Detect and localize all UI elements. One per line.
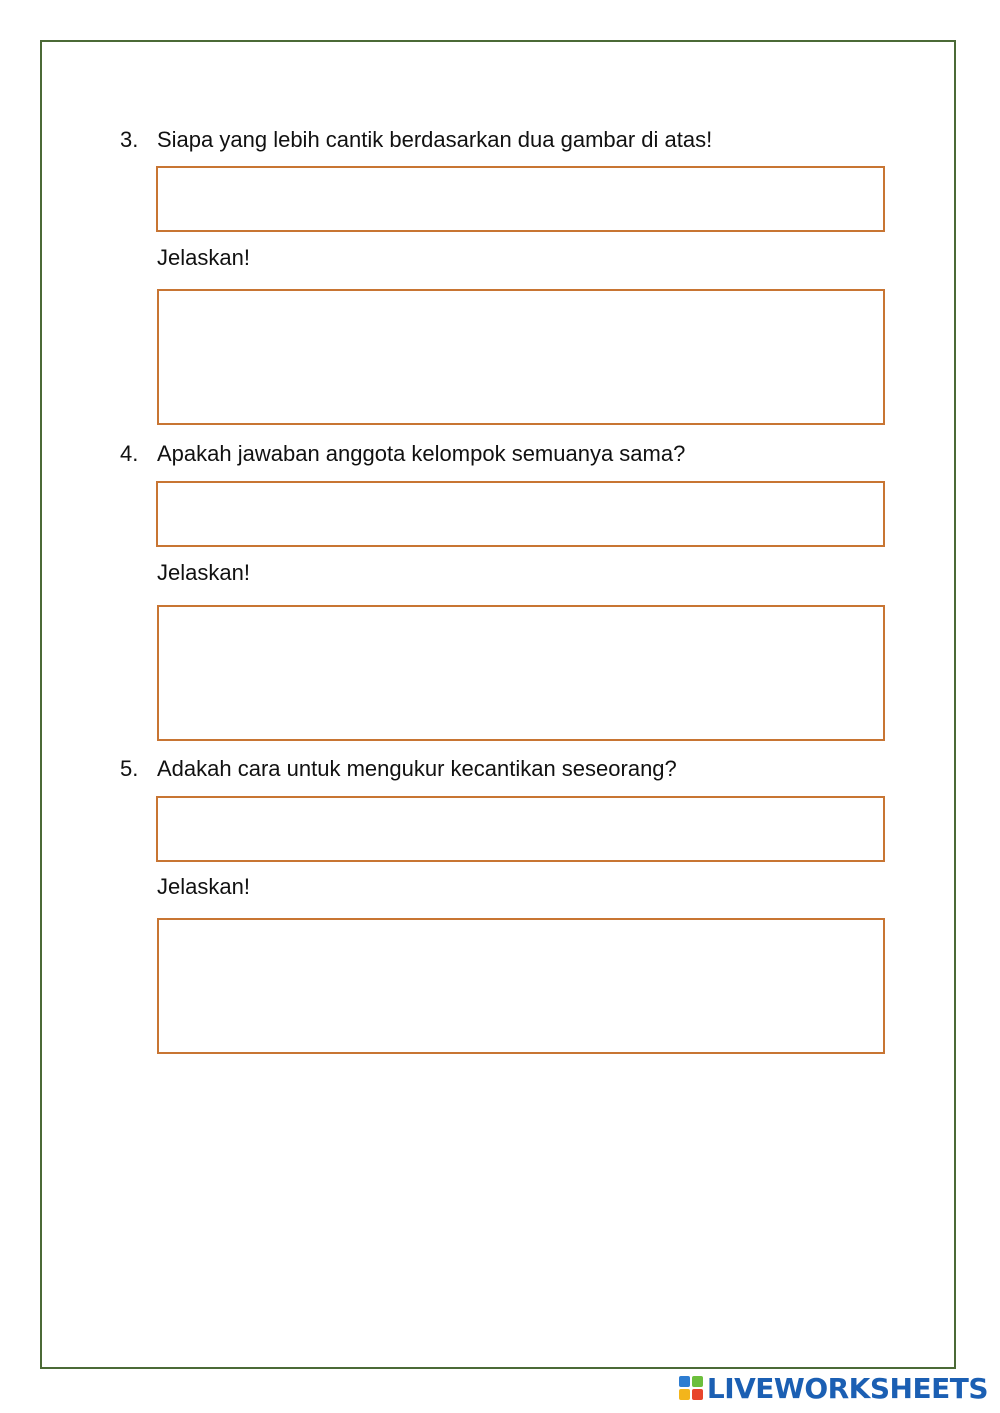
question-5 [120,756,677,782]
answer-box-3[interactable] [156,166,885,232]
explain-label-3: Jelaskan! [157,245,250,270]
logo-square-yellow [679,1389,690,1400]
logo-square-green [692,1376,703,1387]
liveworksheets-logo[interactable] [679,1373,988,1403]
explain-box-3[interactable] [157,289,885,425]
question-text: Siapa yang lebih cantik berdasarkan dua gambar di atas! [157,127,713,152]
question-text: Apakah jawaban anggota kelompok semuanya sama? [157,441,686,466]
liveworksheets-logo-icon [679,1376,703,1400]
question-number: 5. [120,756,139,781]
explain-label-4: Jelaskan! [157,560,250,585]
logo-square-red [692,1389,703,1400]
question-number: 3. [120,127,139,152]
explain-label-5: Jelaskan! [157,874,250,899]
logo-square-blue [679,1376,690,1387]
answer-box-5[interactable] [156,796,885,862]
question-4 [120,441,685,467]
answer-box-4[interactable] [156,481,885,547]
question-number: 4. [120,441,139,466]
explain-box-5[interactable] [157,918,885,1054]
brand-name: LIVEWORKSHEETS [706,1371,988,1405]
question-text: Adakah cara untuk mengukur kecantikan seseorang? [157,756,677,781]
explain-box-4[interactable] [157,605,885,741]
question-3 [120,127,712,153]
